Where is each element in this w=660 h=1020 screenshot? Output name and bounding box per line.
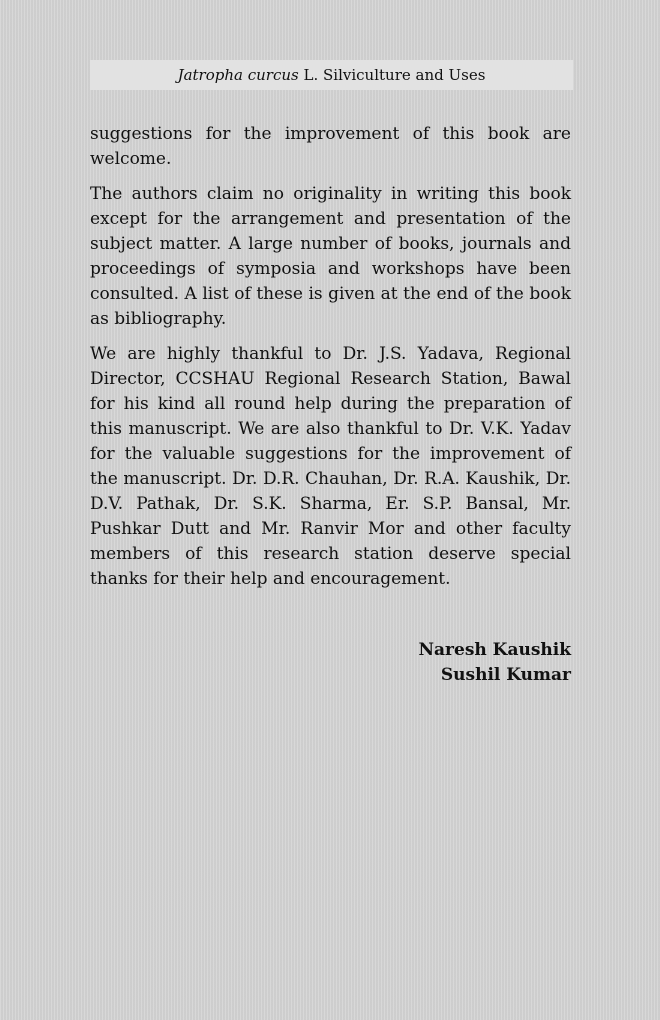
- author-name: Naresh Kaushik: [418, 640, 571, 660]
- author-name: Sushil Kumar: [440, 665, 571, 685]
- paragraph-originality: The authors claim no originality in writing this book except for the arrangement and presentation of the subject matter. A large number of books, journals and proceedings of symposia and workshops have been consulted. A list of these is given at the end of the book as bibliography.: [90, 184, 571, 329]
- paragraph-continuation: suggestions for the improvement of this book are welcome.: [90, 124, 571, 169]
- running-header: [90, 60, 573, 90]
- body-text: [90, 122, 571, 602]
- header-title-rest: L. Silviculture and Uses: [298, 66, 486, 84]
- author-signature: [90, 638, 571, 688]
- header-title-italic: Jatropha curcus: [177, 66, 299, 84]
- paragraph-acknowledgements: We are highly thankful to Dr. J.S. Yadava, Regional Director, CCSHAU Regional Research Station, Bawal for his kind all round help during the preparation of this manuscript. We are also thankful to Dr. V.K. Yadav for the valuable suggestions for the improvement of the manuscript. Dr. D.R. Chauhan, Dr. R.A. Kaushik, Dr. D.V. Pathak, Dr. S.K. Sharma, Er. S.P. Bansal, Mr. Pushkar Dutt and Mr. Ranvir Mor and other faculty members of this research station deserve special thanks for their help and encouragement.: [90, 344, 571, 589]
